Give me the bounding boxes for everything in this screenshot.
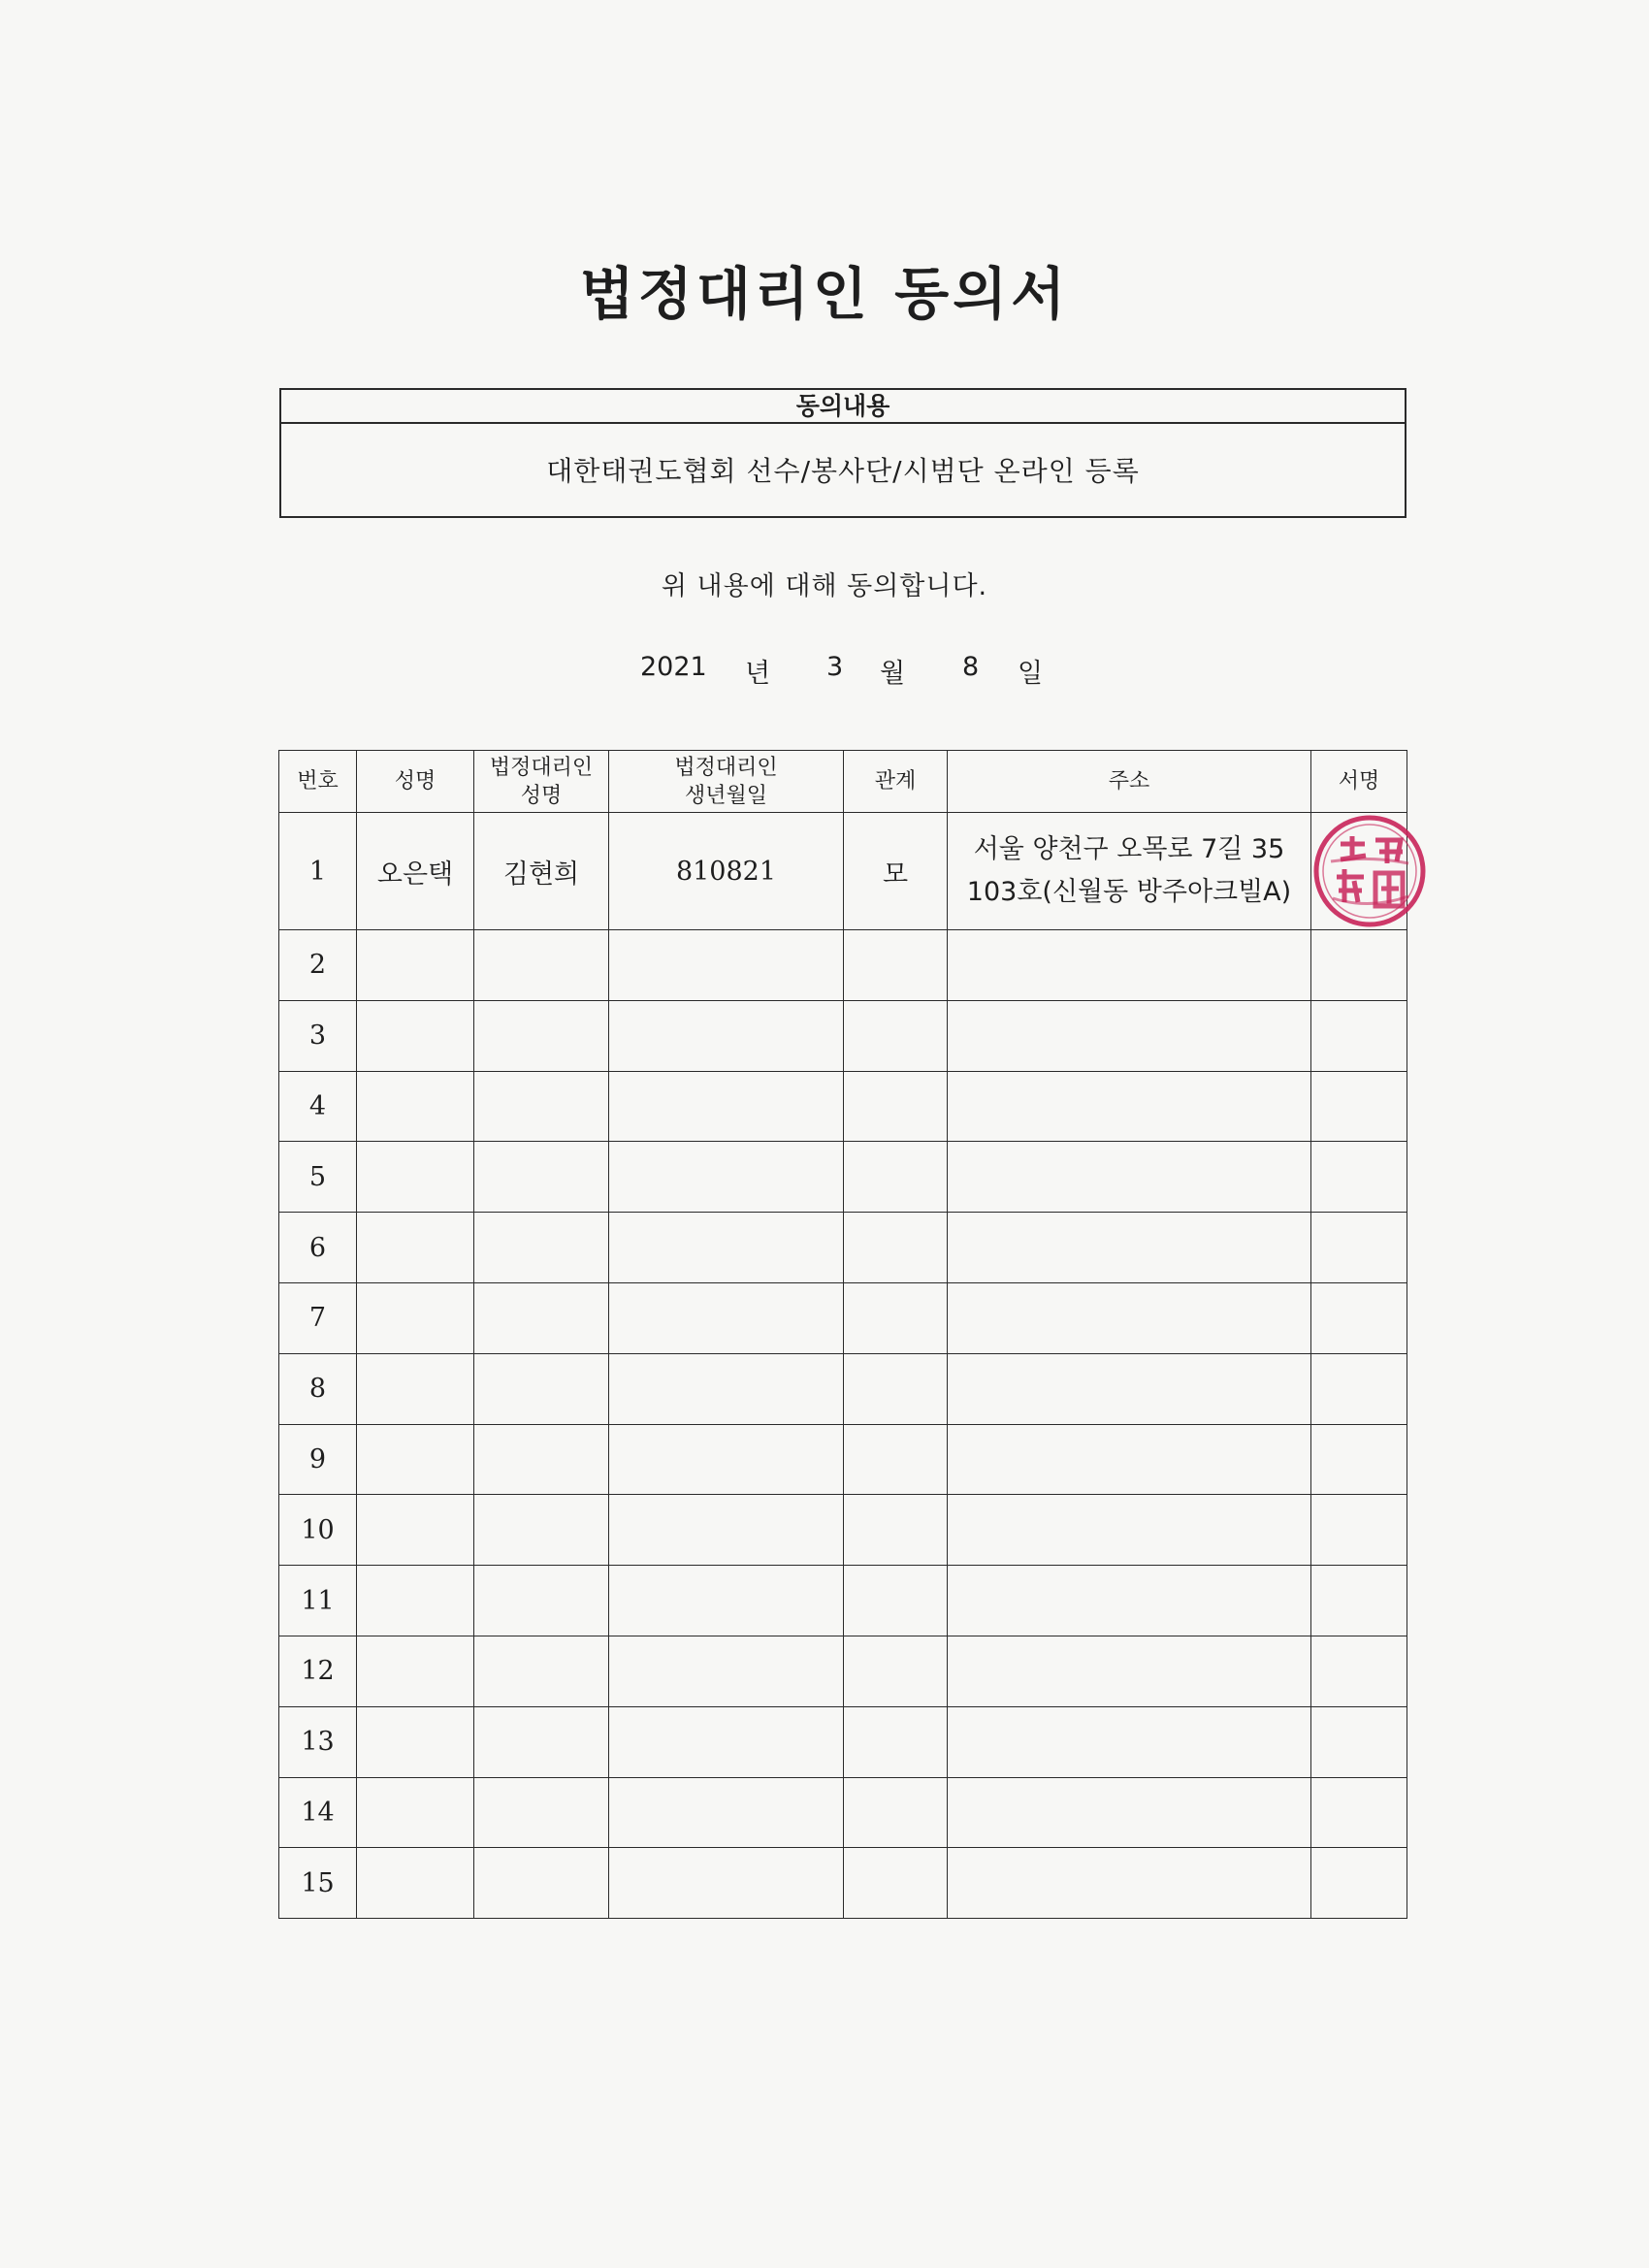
cell-address bbox=[948, 1071, 1311, 1142]
cell-signature bbox=[1311, 1071, 1407, 1142]
cell-no: 5 bbox=[279, 1142, 357, 1213]
table-header-row bbox=[279, 751, 1407, 813]
cell-address bbox=[948, 1142, 1311, 1213]
cell-guardian-name bbox=[474, 1353, 609, 1424]
cell-address bbox=[948, 1353, 1311, 1424]
cell-relation bbox=[844, 1706, 948, 1777]
date-month-unit: 월 bbox=[880, 659, 906, 689]
cell-guardian-name bbox=[474, 1706, 609, 1777]
table-row bbox=[279, 1566, 1407, 1636]
date-year: 2021 bbox=[640, 652, 707, 682]
cell-guardian-birth bbox=[609, 1213, 844, 1283]
cell-relation bbox=[844, 1848, 948, 1919]
agreement-statement: 위 내용에 대해 동의합니다. bbox=[661, 571, 988, 601]
cell-no: 2 bbox=[279, 930, 357, 1001]
cell-no: 9 bbox=[279, 1424, 357, 1495]
cell-address bbox=[948, 930, 1311, 1001]
cell-relation bbox=[844, 1777, 948, 1848]
cell-name bbox=[357, 1282, 474, 1353]
cell-name bbox=[357, 1777, 474, 1848]
cell-relation bbox=[844, 1071, 948, 1142]
table-row bbox=[279, 1213, 1407, 1283]
cell-no: 15 bbox=[279, 1848, 357, 1919]
cell-no: 7 bbox=[279, 1282, 357, 1353]
cell-no: 6 bbox=[279, 1213, 357, 1283]
cell-signature bbox=[1311, 1424, 1407, 1495]
cell-relation bbox=[844, 1000, 948, 1071]
cell-guardian-name bbox=[474, 1636, 609, 1706]
cell-guardian-birth bbox=[609, 1566, 844, 1636]
cell-no: 14 bbox=[279, 1777, 357, 1848]
table-row bbox=[279, 1071, 1407, 1142]
cell-guardian-name bbox=[474, 1424, 609, 1495]
table-row bbox=[279, 930, 1407, 1001]
cell-name bbox=[357, 1706, 474, 1777]
cell-address bbox=[948, 1213, 1311, 1283]
cell-address bbox=[948, 813, 1311, 930]
cell-no: 13 bbox=[279, 1706, 357, 1777]
table-row bbox=[279, 1636, 1407, 1706]
cell-name bbox=[357, 930, 474, 1001]
cell-guardian-birth: 810821 bbox=[609, 813, 844, 930]
header-relation: 관계 bbox=[844, 751, 948, 813]
date-month: 3 bbox=[826, 652, 844, 682]
cell-relation bbox=[844, 1495, 948, 1566]
cell-name bbox=[357, 1353, 474, 1424]
cell-guardian-name bbox=[474, 1282, 609, 1353]
cell-guardian-birth bbox=[609, 1000, 844, 1071]
consent-header: 동의내용 bbox=[281, 390, 1405, 424]
cell-address bbox=[948, 1495, 1311, 1566]
cell-address bbox=[948, 1282, 1311, 1353]
cell-name bbox=[357, 1848, 474, 1919]
cell-signature bbox=[1311, 1777, 1407, 1848]
table-row bbox=[279, 1777, 1407, 1848]
cell-relation bbox=[844, 1282, 948, 1353]
cell-signature bbox=[1311, 813, 1407, 930]
cell-name bbox=[357, 1566, 474, 1636]
cell-guardian-birth bbox=[609, 1071, 844, 1142]
cell-address bbox=[948, 1424, 1311, 1495]
cell-signature bbox=[1311, 1566, 1407, 1636]
cell-relation: 모 bbox=[844, 813, 948, 930]
cell-address bbox=[948, 1777, 1311, 1848]
cell-guardian-birth bbox=[609, 1424, 844, 1495]
cell-signature bbox=[1311, 1000, 1407, 1071]
cell-signature bbox=[1311, 1495, 1407, 1566]
date-day-unit: 일 bbox=[1018, 659, 1044, 689]
table-row bbox=[279, 1000, 1407, 1071]
cell-address bbox=[948, 1706, 1311, 1777]
cell-guardian-name bbox=[474, 1071, 609, 1142]
cell-relation bbox=[844, 1636, 948, 1706]
cell-name bbox=[357, 1213, 474, 1283]
guardian-register-table bbox=[278, 750, 1407, 1919]
cell-name bbox=[357, 1424, 474, 1495]
cell-guardian-birth bbox=[609, 1636, 844, 1706]
cell-guardian-birth bbox=[609, 1495, 844, 1566]
table-row bbox=[279, 1495, 1407, 1566]
cell-guardian-name bbox=[474, 1848, 609, 1919]
table-row bbox=[279, 1353, 1407, 1424]
header-signature: 서명 bbox=[1311, 751, 1407, 813]
header-guardian-name: 법정대리인 성명 bbox=[474, 751, 609, 813]
table-row bbox=[279, 1424, 1407, 1495]
cell-address bbox=[948, 1566, 1311, 1636]
cell-no: 3 bbox=[279, 1000, 357, 1071]
address-line-1: 서울 양천구 오목로 7길 35 bbox=[973, 834, 1285, 864]
document-title: 법정대리인 동의서 bbox=[579, 261, 1070, 327]
date-year-unit: 년 bbox=[745, 659, 771, 689]
address-line-2: 103호(신월동 방주아크빌A) bbox=[966, 877, 1292, 907]
header-name: 성명 bbox=[357, 751, 474, 813]
cell-no: 11 bbox=[279, 1566, 357, 1636]
cell-guardian-name bbox=[474, 1142, 609, 1213]
header-address: 주소 bbox=[948, 751, 1311, 813]
cell-guardian-name bbox=[474, 1495, 609, 1566]
cell-no: 10 bbox=[279, 1495, 357, 1566]
cell-guardian-name: 김현희 bbox=[474, 813, 609, 930]
header-no: 번호 bbox=[279, 751, 357, 813]
cell-signature bbox=[1311, 1142, 1407, 1213]
cell-relation bbox=[844, 1566, 948, 1636]
cell-signature bbox=[1311, 1353, 1407, 1424]
cell-guardian-birth bbox=[609, 930, 844, 1001]
table-row bbox=[279, 813, 1407, 930]
seal-stamp-icon bbox=[1311, 813, 1428, 929]
cell-signature bbox=[1311, 1282, 1407, 1353]
cell-no: 4 bbox=[279, 1071, 357, 1142]
cell-guardian-birth bbox=[609, 1777, 844, 1848]
cell-signature bbox=[1311, 1706, 1407, 1777]
table-row bbox=[279, 1848, 1407, 1919]
cell-signature bbox=[1311, 1636, 1407, 1706]
cell-guardian-name bbox=[474, 1566, 609, 1636]
cell-relation bbox=[844, 1424, 948, 1495]
cell-name bbox=[357, 1495, 474, 1566]
cell-no: 8 bbox=[279, 1353, 357, 1424]
cell-no: 1 bbox=[279, 813, 357, 930]
date-day: 8 bbox=[962, 652, 980, 682]
table-row bbox=[279, 1282, 1407, 1353]
cell-address bbox=[948, 1848, 1311, 1919]
consent-content: 대한태권도협회 선수/봉사단/시범단 온라인 등록 bbox=[546, 455, 1140, 487]
cell-signature bbox=[1311, 930, 1407, 1001]
table-row bbox=[279, 1706, 1407, 1777]
cell-name bbox=[357, 1000, 474, 1071]
consent-content-box bbox=[279, 388, 1406, 518]
table-row bbox=[279, 1142, 1407, 1213]
cell-guardian-name bbox=[474, 1213, 609, 1283]
cell-guardian-birth bbox=[609, 1282, 844, 1353]
cell-signature bbox=[1311, 1213, 1407, 1283]
cell-relation bbox=[844, 1142, 948, 1213]
cell-signature bbox=[1311, 1848, 1407, 1919]
cell-guardian-birth bbox=[609, 1848, 844, 1919]
cell-relation bbox=[844, 1213, 948, 1283]
cell-guardian-name bbox=[474, 1777, 609, 1848]
header-guardian-birth: 법정대리인 생년월일 bbox=[609, 751, 844, 813]
cell-address bbox=[948, 1636, 1311, 1706]
cell-name bbox=[357, 1636, 474, 1706]
cell-guardian-name bbox=[474, 1000, 609, 1071]
cell-address bbox=[948, 1000, 1311, 1071]
cell-name bbox=[357, 1142, 474, 1213]
cell-no: 12 bbox=[279, 1636, 357, 1706]
cell-name bbox=[357, 1071, 474, 1142]
cell-relation bbox=[844, 930, 948, 1001]
cell-relation bbox=[844, 1353, 948, 1424]
cell-guardian-birth bbox=[609, 1142, 844, 1213]
cell-guardian-birth bbox=[609, 1706, 844, 1777]
cell-guardian-birth bbox=[609, 1353, 844, 1424]
cell-guardian-name bbox=[474, 930, 609, 1001]
cell-name: 오은택 bbox=[357, 813, 474, 930]
